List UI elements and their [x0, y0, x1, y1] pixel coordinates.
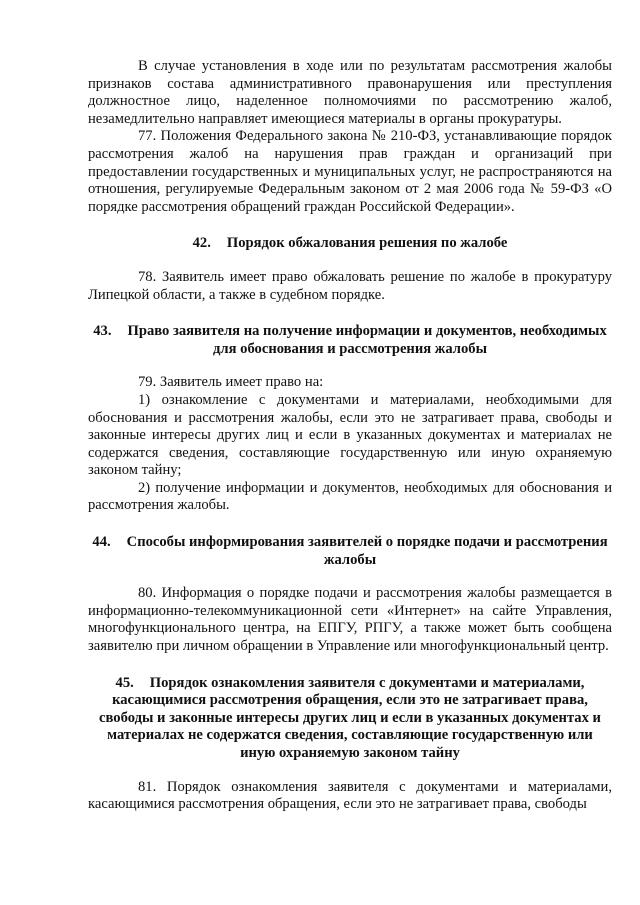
heading-44 — [88, 534, 612, 569]
paragraph-80: 80. Информация о порядке подачи и рассмотрения жалобы размещается в информационно-телекоммуникационной сети «Интернет» на сайте Управления, многофункционального центра, на ЕПГУ, РПГУ, а также может быть сообщена заявителю при личном обращении в Управление или многофункциональный центр. — [88, 585, 612, 655]
heading-45-number: 45. — [115, 674, 134, 691]
paragraph-79-item-1: 1) ознакомление с документами и материалами, необходимыми для обоснования и рассмотрения жалобы, если это не затрагивает права, свободы и законные интересы других лиц и если в указанных документах и материалах не содержатся сведения, составляющие государственную или иную охраняемую законом тайну; — [88, 391, 612, 479]
document-page — [88, 58, 612, 814]
heading-45-title: Порядок ознакомления заявителя с документами и материалами, касающимися рассмотрения обращения, если это не затрагивает права, свободы и законные интересы других лиц и если в указанных документах и материалах не содержатся сведения, составляющие государственную или иную охраняемую законом тайну — [99, 674, 601, 761]
heading-43-number: 43. — [93, 323, 112, 340]
heading-43 — [88, 323, 612, 358]
heading-42 — [88, 235, 612, 253]
paragraph-79-item-2: 2) получение информации и документов, необходимых для обоснования и рассмотрения жалобы. — [88, 479, 612, 514]
paragraph-79: 79. Заявитель имеет право на: — [138, 374, 324, 391]
heading-42-number: 42. — [192, 235, 211, 252]
heading-43-title: Право заявителя на получение информации и документов, необходимых для обоснования и рассмотрения жалобы — [127, 323, 607, 357]
heading-42-title: Порядок обжалования решения по жалобе — [226, 235, 508, 252]
paragraph-81: 81. Порядок ознакомления заявителя с документами и материалами, касающимися рассмотрения обращения, если это не затрагивает права, свободы — [88, 778, 612, 813]
paragraph-78: 78. Заявитель имеет право обжаловать решение по жалобе в прокуратуру Липецкой области, а также в судебном порядке. — [88, 268, 612, 303]
heading-44-title: Способы информирования заявителей о порядке подачи и рассмотрения жалобы — [126, 534, 608, 568]
heading-44-number: 44. — [92, 534, 111, 551]
heading-45 — [88, 675, 612, 763]
paragraph-77: 77. Положения Федерального закона № 210-ФЗ, устанавливающие порядок рассмотрения жалоб на нарушения прав граждан и организаций при предоставлении государственных и муниципальных услуг, не распространяются на отношения, регулируемые Федеральным законом от 2 мая 2006 года № 59-ФЗ «О порядке рассмотрения обращений граждан Российской Федерации». — [88, 128, 612, 215]
paragraph-intro: В случае установления в ходе или по результатам рассмотрения жалобы признаков состава административного правонарушения или преступления должностное лицо, наделенное полномочиями по рассмотрению жалоб, незамедлительно направляет имеющиеся материалы в органы прокуратуры. — [88, 58, 612, 127]
